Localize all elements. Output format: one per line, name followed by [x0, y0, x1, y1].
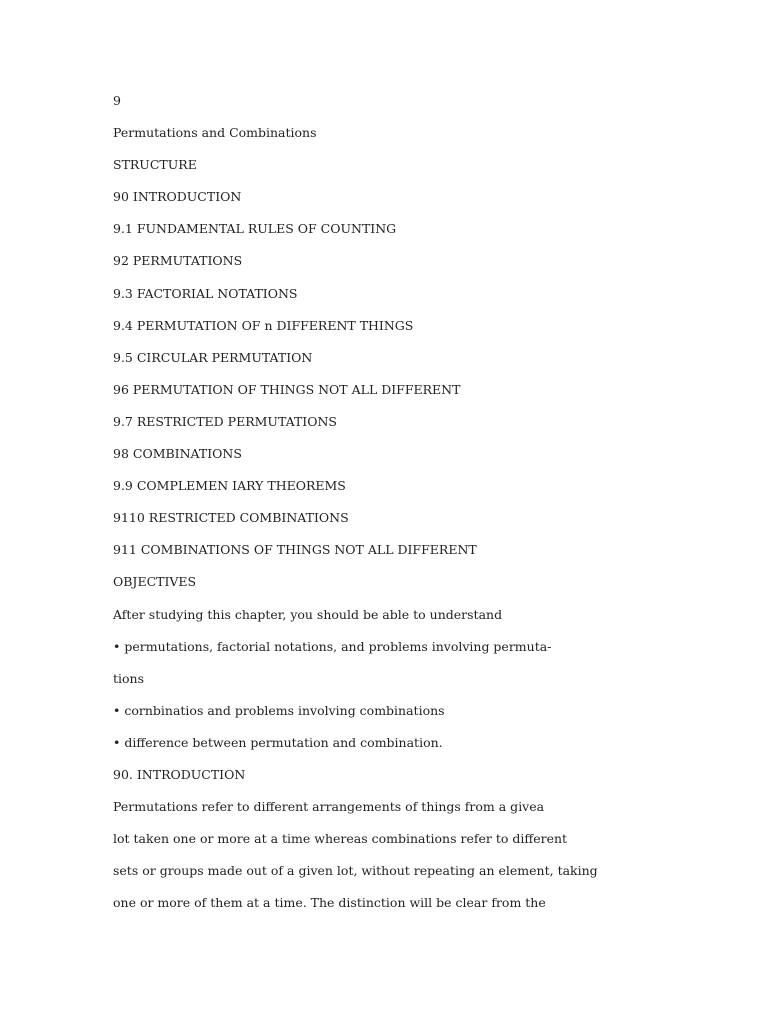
toc-item: 9.4 PERMUTATION OF n DIFFERENT THINGS	[113, 317, 414, 333]
toc-item: 92 PERMUTATIONS	[113, 253, 243, 269]
introduction-heading: 90. INTRODUCTION	[113, 766, 246, 782]
objective-bullet: • cornbinatios and problems involving combinations	[113, 702, 445, 718]
objective-bullet-continuation: tions	[113, 670, 145, 686]
chapter-number: 9	[113, 93, 121, 108]
structure-heading: STRUCTURE	[113, 157, 197, 173]
objective-bullet: • difference between permutation and combination.	[113, 734, 443, 750]
toc-item: 911 COMBINATIONS OF THINGS NOT ALL DIFFERENT	[113, 542, 477, 558]
document-page	[113, 88, 713, 922]
body-text-line: one or more of them at a time. The distinction will be clear from the	[113, 895, 546, 911]
objective-bullet: • permutations, factorial notations, and problems involving permuta-	[113, 638, 552, 654]
body-text-line: sets or groups made out of a given lot, without repeating an element, taking	[113, 863, 598, 879]
toc-item: 9.9 COMPLEMEN IARY THEOREMS	[113, 478, 346, 494]
toc-item: 9.5 CIRCULAR PERMUTATION	[113, 349, 313, 365]
toc-item: 98 COMBINATIONS	[113, 446, 242, 462]
body-text-line: Permutations refer to different arrangements of things from a givea	[113, 799, 545, 815]
toc-item: 9.7 RESTRICTED PERMUTATIONS	[113, 413, 337, 429]
objectives-intro: After studying this chapter, you should be able to understand	[113, 606, 503, 622]
toc-item: 9110 RESTRICTED COMBINATIONS	[113, 510, 349, 526]
toc-item: 9.3 FACTORIAL NOTATIONS	[113, 285, 298, 301]
body-text-line: lot taken one or more at a time whereas combinations refer to different	[113, 831, 568, 847]
toc-item: 96 PERMUTATION OF THINGS NOT ALL DIFFERENT	[113, 381, 461, 397]
toc-item: 90 INTRODUCTION	[113, 189, 242, 205]
chapter-title: Permutations and Combinations	[113, 125, 317, 141]
toc-item: 9.1 FUNDAMENTAL RULES OF COUNTING	[113, 221, 397, 237]
objectives-heading: OBJECTIVES	[113, 574, 197, 590]
